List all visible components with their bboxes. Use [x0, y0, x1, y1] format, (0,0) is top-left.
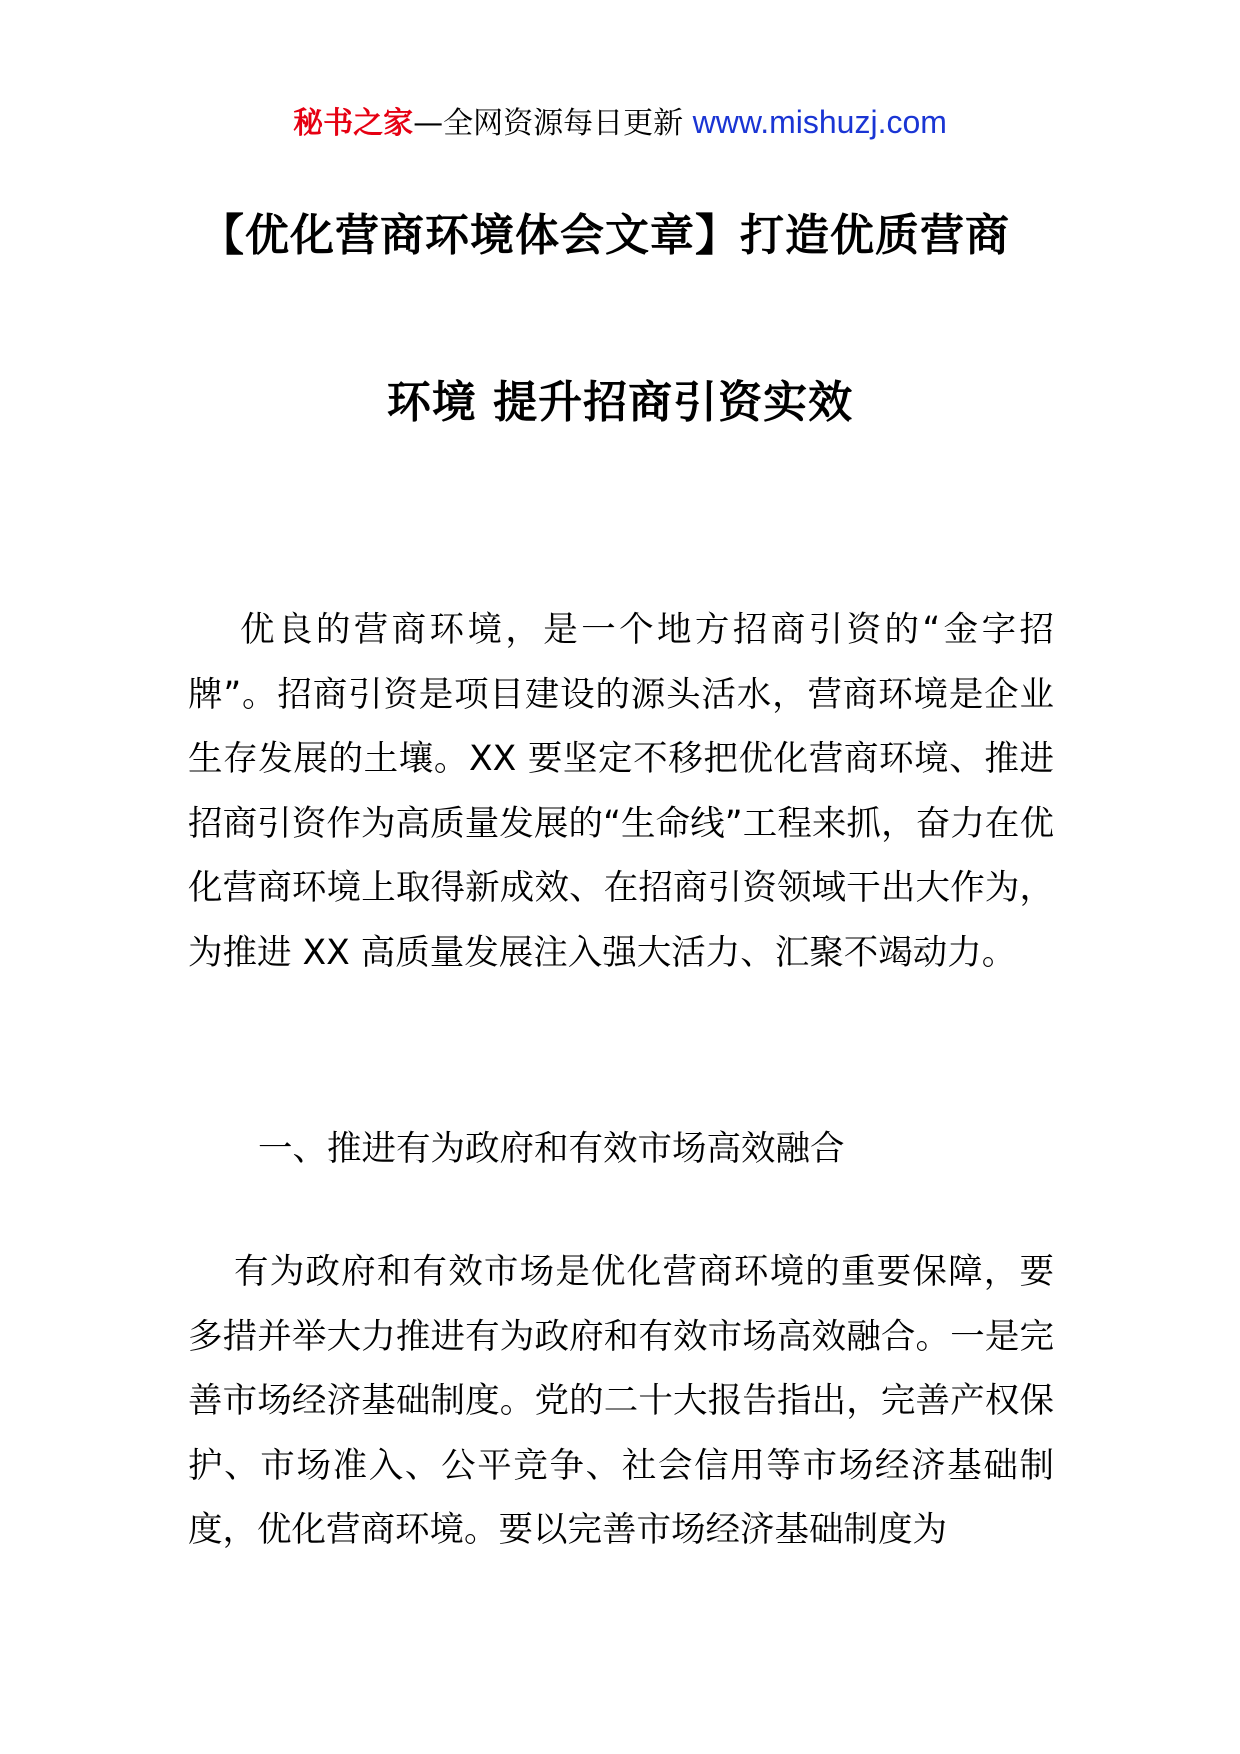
- header-slogan: —全网资源每日更新: [413, 106, 693, 141]
- title-line-2: 环境 提升招商引资实效: [386, 377, 854, 428]
- paragraph-intro: 优良的营商环境，是一个地方招商引资的“金字招牌”。招商引资是项目建设的源头活水，营商环境是企业生存发展的土壤。XX 要坚定不移把优化营商环境、推进招商引资作为高质量发展的“生命线”工程来抓，奋力在优化营商环境上取得新成效、在招商引资领域干出大作为，为推进 XX 高质量发展注入强大活力、汇聚不竭动力。: [188, 610, 1054, 973]
- brand-name: 秘书之家: [293, 106, 414, 141]
- document-title: [190, 196, 1050, 443]
- site-header: [0, 100, 1240, 146]
- title-line-1: 【优化营商环境体会文章】打造优质营商: [200, 210, 1010, 261]
- paragraph-section-1: 有为政府和有效市场是优化营商环境的重要保障，要多措并举大力推进有为政府和有效市场高效融合。一是完善市场经济基础制度。党的二十大报告指出，完善产权保护、市场准入、公平竞争、社会信用等市场经济基础制度，优化营商环境。要以完善市场经济基础制度为: [188, 1252, 1054, 1550]
- section-heading-1: 一、推进有为政府和有效市场高效融合: [258, 1129, 845, 1169]
- site-url[interactable]: www.mishuzj.com: [692, 104, 947, 140]
